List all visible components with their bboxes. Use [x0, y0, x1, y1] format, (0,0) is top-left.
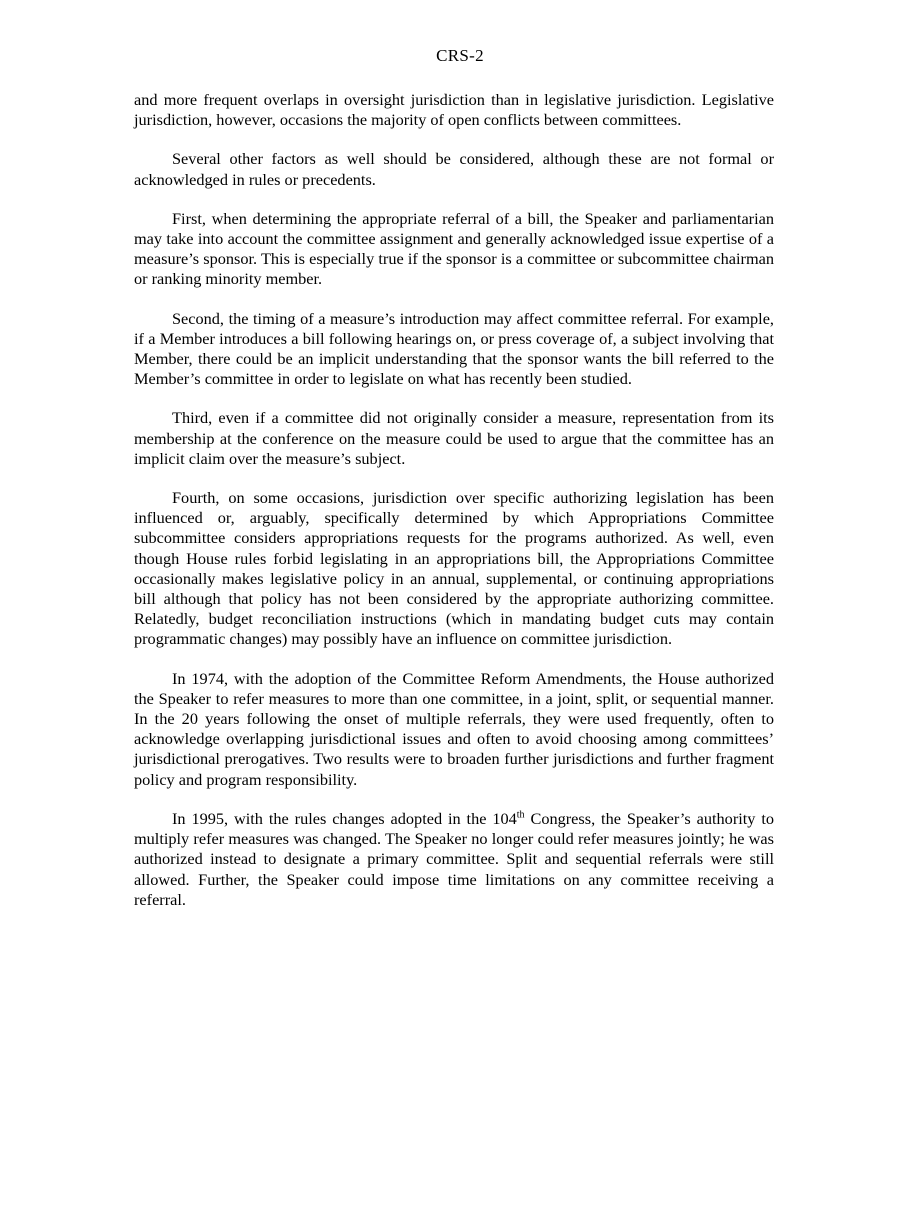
paragraph-other-factors: Several other factors as well should be considered, although these are not formal or acknowledged in rules or precedents.: [134, 149, 774, 189]
paragraph-second-factor: Second, the timing of a measure’s introduction may affect committee referral. For example, if a Member introduces a bill following hearings on, or press coverage of, a subject involving that Member, there could be an implicit understanding that the sponsor wants the bill referred to the Member’s committee in order to legislate on what has recently been studied.: [134, 308, 774, 389]
document-body: [134, 90, 774, 929]
paragraph-continuation: and more frequent overlaps in oversight jurisdiction than in legislative jurisdiction. Legislative jurisdiction, however, occasions the majority of open conflicts between committees.: [134, 90, 774, 130]
paragraph-1995-text-start: In 1995, with the rules changes adopted in the 104: [172, 808, 517, 828]
paragraph-third-factor: Third, even if a committee did not originally consider a measure, representation from its membership at the conference on the measure could be used to argue that the committee has an implicit claim over the measure’s subject.: [134, 408, 774, 468]
paragraph-1974-reform: In 1974, with the adoption of the Committee Reform Amendments, the House authorized the Speaker to refer measures to more than one committee, in a joint, split, or sequential manner. In the 20 years following the onset of multiple referrals, they were used frequently, often to acknowledge overlapping jurisdictional issues and often to avoid choosing among committees’ jurisdictional prerogatives. Two results were to broaden further jurisdictions and further fragment policy and program responsibility.: [134, 668, 774, 789]
paragraph-1995-text-end: Congress, the Speaker’s authority to multiply refer measures was changed. The Speaker no longer could refer measures jointly; he was authorized instead to designate a primary committee. Split and sequential referrals were still allowed. Further, the Speaker could impose time limitations on any committee receiving a referral.: [134, 808, 774, 909]
paragraph-first-factor: First, when determining the appropriate referral of a bill, the Speaker and parliamentarian may take into account the committee assignment and generally acknowledged issue expertise of a measure’s sponsor. This is especially true if the sponsor is a committee or subcommittee chairman or ranking minority member.: [134, 208, 774, 289]
paragraph-fourth-factor: Fourth, on some occasions, jurisdiction over specific authorizing legislation has been influenced or, arguably, specifically determined by which Appropriations Committee subcommittee considers appropriations requests for the programs authorized. As well, even though House rules forbid legislating in an appropriations bill, the Appropriations Committee occasionally makes legislative policy in an annual, supplemental, or continuing appropriations bill although that policy has not been considered by the appropriate authorizing committee. Relatedly, budget reconciliation instructions (which in mandating budget cuts may contain programmatic changes) may possibly have an influence on committee jurisdiction.: [134, 488, 774, 649]
ordinal-superscript: th: [516, 809, 525, 821]
paragraph-1995-changes: [134, 809, 774, 910]
page-header: CRS-2: [436, 46, 484, 65]
